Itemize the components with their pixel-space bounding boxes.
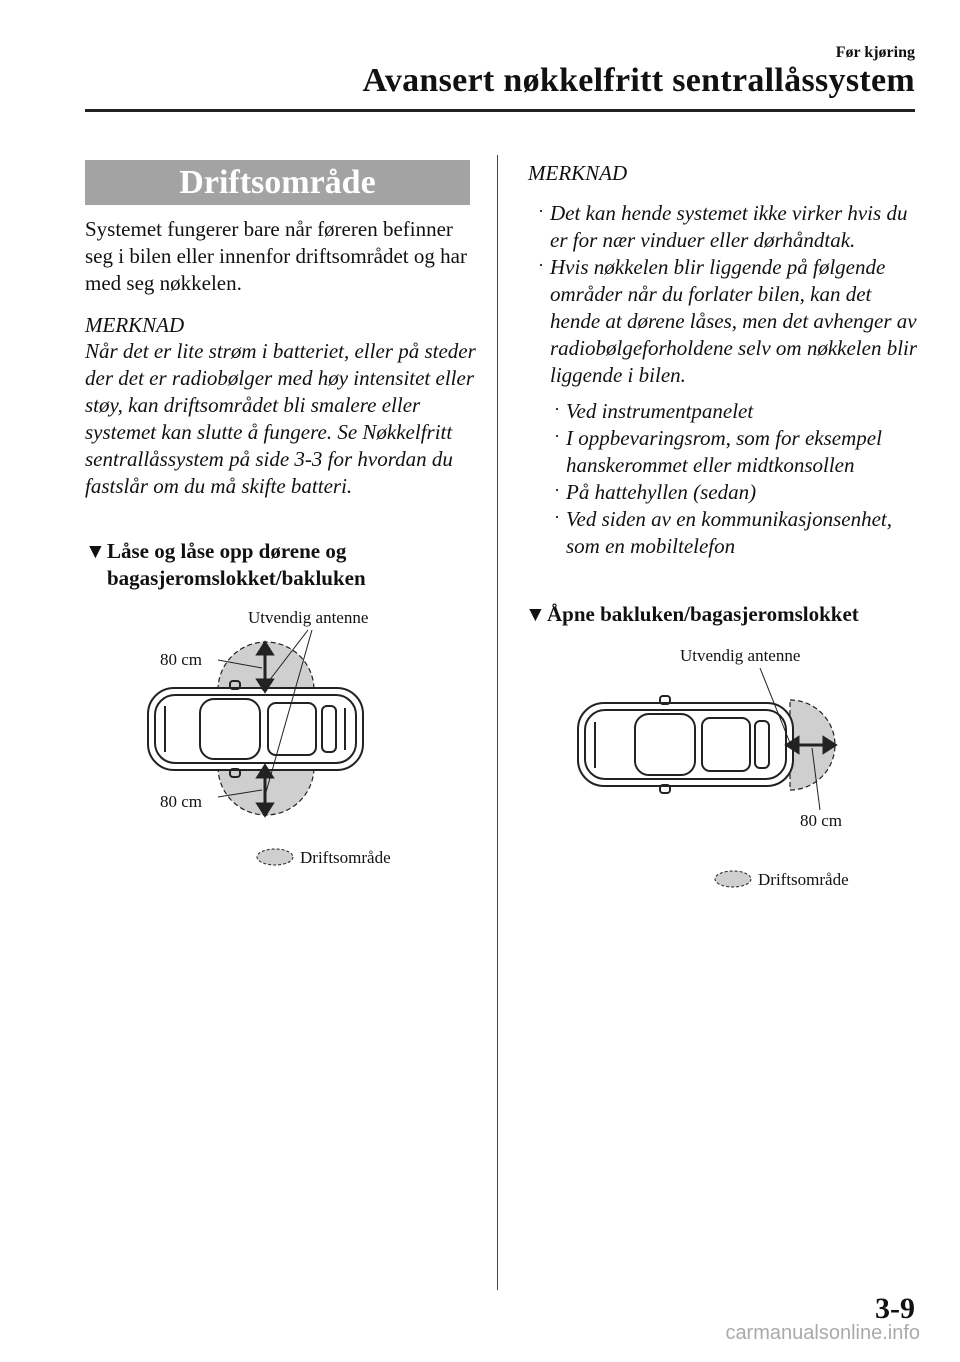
subheading-line-2: bagasjeromslokket/bakluken <box>107 566 366 590</box>
watermark: carmanualsonline.info <box>725 1322 920 1344</box>
bullet-dot-icon: · <box>554 480 560 500</box>
sub-bullet-4: · Ved siden av en kommunikasjonsenhet, som en mobiltelefon <box>566 506 921 560</box>
legend-label: Driftsområde <box>300 848 391 867</box>
antenna-label-right: Utvendig antenne <box>680 646 801 665</box>
bullet-dot-icon: · <box>554 399 560 419</box>
bullet-dot-icon: · <box>554 426 560 446</box>
note-label: MERKNAD <box>85 313 185 337</box>
section-heading: Driftsområde <box>85 160 470 205</box>
note-label-right: MERKNAD <box>528 161 628 185</box>
sub-bullet-1: · Ved instrumentpanelet <box>566 398 921 425</box>
distance-label-top: 80 cm <box>160 650 203 669</box>
sub-bullet-3: · På hattehyllen (sedan) <box>566 479 921 506</box>
chapter-label: Før kjøring <box>835 44 915 61</box>
page-number: 3-9 <box>875 1292 915 1325</box>
subheading-open-tailgate: ▼Åpne bakluken/bagasjeromslokket <box>525 602 859 626</box>
intro-paragraph: Systemet fungerer bare når føreren befinner seg i bilen eller innenfor driftsområdet og har med seg nøkkelen. <box>85 217 467 295</box>
distance-label-bottom: 80 cm <box>160 792 203 811</box>
triangle-marker-icon: ▼ <box>525 602 546 626</box>
note-bullet-1: · Det kan hende systemet ikke virker hvis du er for nær vinduer eller dørhåndtak. <box>550 200 920 254</box>
section-title: Avansert nøkkelfritt sentrallåssystem <box>362 62 915 99</box>
legend-label-right: Driftsområde <box>758 870 849 889</box>
triangle-marker-icon: ▼ <box>85 539 106 563</box>
note-bullet-2: · Hvis nøkkelen blir liggende på følgende områder når du forlater bilen, kan det hende at dørene låses, men det avhenger av radiobølgeforholdene selv om nøkkelen blir liggende i bilen. <box>550 254 920 389</box>
antenna-label: Utvendig antenne <box>248 608 369 627</box>
car-outline-right <box>578 696 793 793</box>
note-text: Når det er lite strøm i batteriet, eller på steder der det er radiobølger med høy intensitet eller støy, kan driftsområdet bli smalere eller systemet kan slutte å fungere. Se Nøkkelfritt sentrallåssystem på side 3-3 for hvordan du fastslår om du må skifte batteri. <box>85 339 476 498</box>
sub-bullet-2: · I oppbevaringsrom, som for eksempel hanskerommet eller midtkonsollen <box>566 425 921 479</box>
distance-label-right: 80 cm <box>800 811 843 830</box>
bullet-dot-icon: · <box>554 507 560 527</box>
legend-swatch-right <box>715 871 751 887</box>
bullet-dot-icon: · <box>538 201 544 221</box>
bullet-dot-icon: · <box>538 255 544 275</box>
subheading-line-1: Låse og låse opp dørene og <box>107 539 347 563</box>
